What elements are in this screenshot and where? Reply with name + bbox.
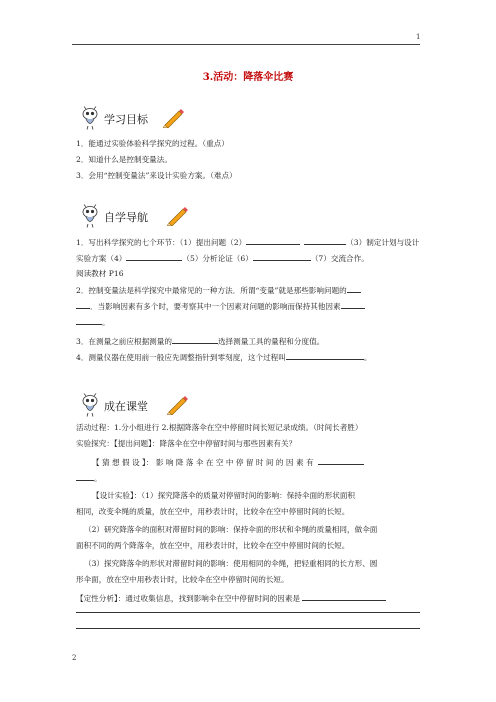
study-q2-text-b: ．当影响因素有多个时，要考察其中一个因素对问题的影响而保持其他因素	[90, 302, 341, 311]
study-q1-text-d: （5）分析论证（6）	[182, 254, 253, 263]
blank-field[interactable]	[76, 472, 94, 481]
blank-field[interactable]	[341, 300, 365, 309]
blank-field[interactable]	[253, 252, 311, 261]
goal-item: 1．能通过实验体验科学探究的过程。（重点）	[76, 139, 229, 148]
section-title-classroom: 成在课堂	[104, 400, 148, 413]
classroom-line: 实验探究：【提出问题】：降落伞在空中停留时间与那些因素有关？	[76, 439, 297, 448]
blank-field[interactable]	[246, 236, 300, 245]
answer-line[interactable]	[76, 612, 420, 613]
blank-field[interactable]	[302, 592, 386, 601]
study-read-note: 阅读教材 P16	[76, 269, 124, 278]
mascot-icon	[78, 204, 102, 228]
classroom-line: 相同，改变伞绳的质量，放在空中，用秒表计时，比较伞在空中停留时间的长短。	[76, 507, 350, 516]
study-q4-text-a: 4．测量仪器在使用前一般应先调整指针到零刻度，这个过程叫	[76, 353, 286, 362]
classroom-hypothesis-end: 。	[94, 474, 102, 483]
study-q4-text-b: 。	[363, 353, 372, 362]
pencil-icon	[166, 395, 188, 415]
classroom-hypothesis-cont	[76, 472, 102, 484]
section-header-classroom	[78, 393, 198, 417]
blank-field[interactable]	[347, 284, 361, 293]
study-q1-line2	[76, 252, 369, 264]
study-q1-text-a: 1．写出科学探究的七个环节：（1）提出问题（2）	[76, 238, 247, 247]
study-q1-text-c: 实验方案（4）	[76, 254, 127, 263]
study-q2-line3	[76, 316, 110, 328]
classroom-hypothesis	[92, 456, 364, 468]
mascot-icon	[78, 393, 102, 417]
section-header-goals	[78, 106, 188, 130]
study-q1-line1	[76, 236, 419, 248]
study-q4	[76, 351, 371, 363]
section-header-self-study	[78, 204, 198, 228]
blank-field[interactable]	[318, 456, 364, 465]
header-rule	[72, 44, 420, 45]
pencil-icon	[162, 108, 184, 128]
page-title: 3.活动：降落伞比赛	[202, 72, 294, 83]
section-title-self-study: 自学导航	[104, 211, 148, 224]
study-q2-text-c: 。	[102, 318, 110, 327]
goal-item: 2．知道什么是控制变量法。	[76, 155, 172, 164]
blank-field[interactable]	[172, 335, 218, 344]
classroom-line: （3）探究降落伞的形状对滞留时间的影响：使用相同的伞绳，把轻重相同的长方形、圆	[84, 559, 378, 568]
classroom-hypothesis-text: 【 猜 想 假 设 】： 影 响 降 落 伞 在 空 中 停 留 时 间 的 因 素 有	[92, 458, 314, 467]
answer-line[interactable]	[76, 628, 420, 629]
study-q3	[76, 335, 324, 347]
section-title-goals: 学习目标	[104, 113, 148, 126]
study-q1-text-b: （3）制定计划与设计	[346, 238, 420, 247]
study-q3-text-a: 3．在测量之前应根据测量的	[76, 337, 172, 346]
blank-field[interactable]	[76, 300, 90, 309]
blank-field[interactable]	[304, 236, 346, 245]
study-q2-line2	[76, 300, 365, 312]
goal-item: 3．会用“控制变量法”来设计实验方案。（难点）	[76, 171, 237, 180]
classroom-line: 活动过程：1.分小组进行 2.根据降落伞在空中停留时间长短记录成绩。（时间长者胜）	[76, 423, 363, 432]
study-q3-text-b: 选择测量工具的量程和分度值。	[217, 337, 325, 346]
blank-field[interactable]	[76, 316, 102, 325]
page-number-top: 1	[416, 33, 421, 41]
page-number-bottom: 2	[72, 654, 77, 662]
classroom-line: （2）研究降落伞的面积对滞留时间的影响：保持伞面的形状和伞绳的质量相同，做伞面	[84, 525, 378, 534]
study-q2-text-a: 2．控制变量法是科学探究中最常见的一种方法．所谓“变量”就是那些影响问题的	[76, 286, 347, 295]
classroom-line: 【设计实验】：（1）探究降落伞的质量对停留时间的影响：保持伞面的形状面积	[92, 491, 356, 500]
study-q1-text-e: （7）交流合作。	[310, 254, 369, 263]
pencil-icon	[166, 206, 188, 226]
study-q2-line1	[76, 284, 361, 296]
blank-field[interactable]	[126, 252, 182, 261]
classroom-line: 面积不同的两个降落伞，放在空中，用秒表计时，比较伞在空中停留时间的长短。	[76, 541, 350, 550]
classroom-analysis-text: 【定性分析】：通过收集信息，找到影响伞在空中停留时间的因素是	[76, 594, 301, 603]
mascot-icon	[78, 106, 102, 130]
classroom-line: 形伞面，放在空中用秒表计时，比较伞在空中停留时间的长短。	[76, 575, 289, 584]
classroom-analysis	[76, 592, 386, 604]
blank-field[interactable]	[286, 351, 364, 360]
